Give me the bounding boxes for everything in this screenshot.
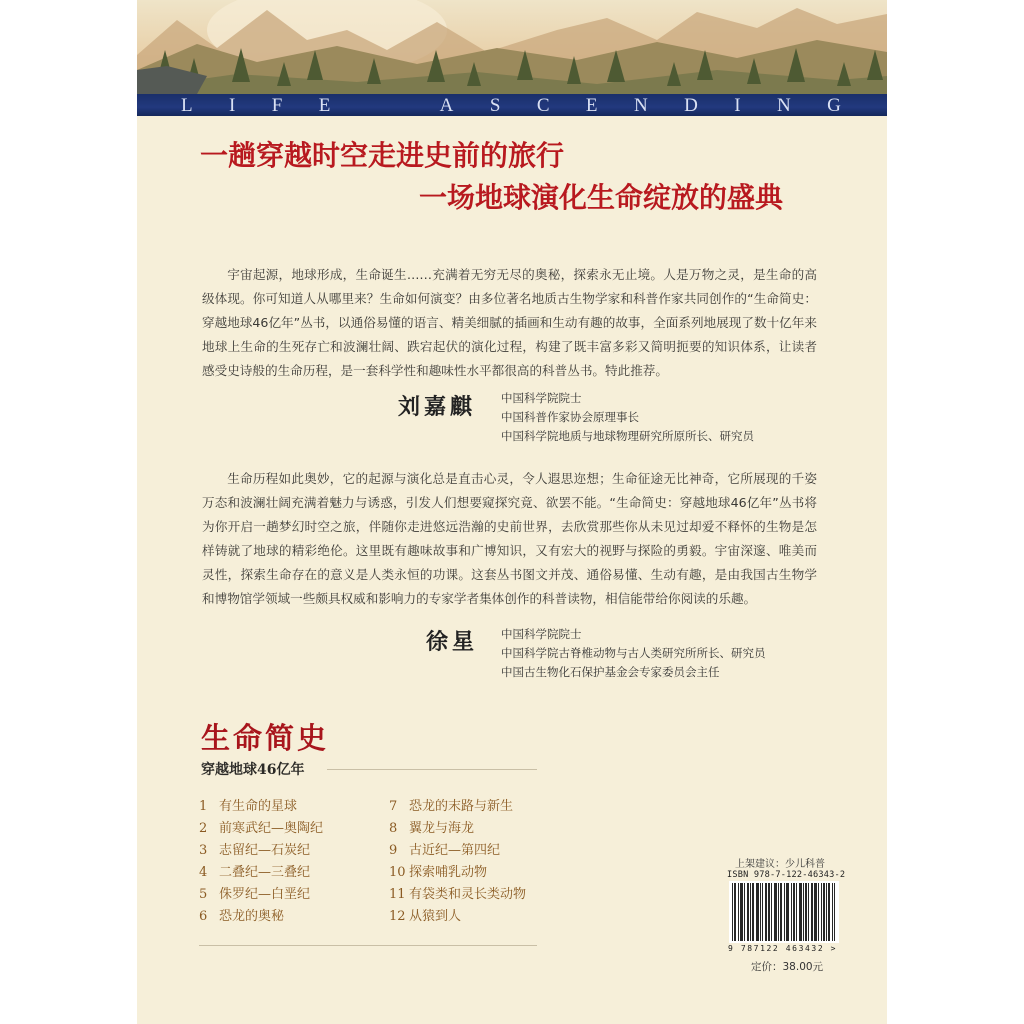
- endorsement-text-1: 宇宙起源，地球形成，生命诞生……充满着无穷无尽的奥秘，探索永无止境。人是万物之灵，是生命的高级体现。你可知道人从哪里来？生命如何演变？由多位著名地质古生物学家和科普作家共同创作的“生命简史：穿越地球46亿年”丛书，以通俗易懂的语言、精美细腻的插画和生动有趣的故事，全面系列地展现了数十亿年来地球上生命的生死存亡和波澜壮阔、跌宕起伏的演化过程，构建了既丰富多彩又简明扼要的知识体系，让读者感受史诗般的生命历程，是一套科学性和趣味性水平都很高的科普丛书。特此推荐。: [202, 267, 817, 378]
- series-title: 生命简史: [201, 721, 330, 755]
- list-item: [389, 817, 474, 836]
- volume-number: 4: [199, 865, 208, 880]
- endorsement-text-2: 生命历程如此奥妙，它的起源与演化总是直击心灵，令人遐思迩想；生命征途无比神奇，它所展现的千姿万态和波澜壮阔充满着魅力与诱惑，引发人们想要窥探究竟、欲罢不能。“生命简史：穿越地球46亿年”丛书将为你开启一趟梦幻时空之旅，伴随你走进悠远浩瀚的史前世界，去欣赏那些你从未见过却爱不释怀的生物是怎样铸就了地球的精彩绝伦。这里既有趣味故事和广博知识，又有宏大的视野与探险的勇毅。宇宙深邃、唯美而灵性，探索生命存在的意义是人类永恒的功课。这套丛书图文并茂、通俗易懂、生动有趣，是由我国古生物学和博物馆学领域一些颇具权威和影响力的专家学者集体创作的科普读物，相信能带给你阅读的乐趣。: [202, 471, 817, 606]
- mountain-forest-scene: [137, 0, 887, 94]
- list-item: [199, 795, 297, 814]
- endorser-title: 中国科学院院士: [501, 391, 582, 405]
- band-letter: A: [439, 95, 454, 116]
- volume-number: 9: [389, 843, 398, 858]
- band-letter: G: [827, 95, 841, 116]
- list-item: [199, 839, 310, 858]
- band-letter: F: [271, 95, 283, 116]
- volume-number: 11: [389, 887, 406, 902]
- band-letter: N: [777, 95, 791, 116]
- list-item: [389, 883, 526, 902]
- endorser-title: 中国科学院院士: [501, 627, 582, 641]
- life-ascending-banner: [181, 96, 841, 116]
- book-back-cover: [137, 0, 887, 1024]
- endorser-title: 中国科普作家协会原理事长: [501, 410, 639, 424]
- volume-number: 12: [389, 909, 406, 924]
- endorser-titles-2: [501, 625, 766, 682]
- volume-title: 有袋类和灵长类动物: [409, 887, 527, 902]
- shelf-suggestion: 上架建议：少儿科普: [735, 859, 825, 870]
- isbn-text: ISBN 978-7-122-46343-2: [727, 870, 846, 880]
- band-letter: I: [229, 95, 236, 116]
- toc-bottom-divider: [199, 945, 537, 946]
- list-item: [199, 905, 284, 924]
- volume-number: 2: [199, 821, 208, 836]
- volume-title: 志留纪—石炭纪: [219, 843, 311, 858]
- volume-title: 前寒武纪—奥陶纪: [219, 821, 324, 836]
- band-letter: C: [536, 95, 550, 116]
- volume-title: 恐龙的奥秘: [219, 909, 285, 924]
- band-letter: D: [684, 95, 698, 116]
- band-letter: I: [734, 95, 741, 116]
- volume-title: 恐龙的末路与新生: [409, 799, 514, 814]
- list-item: [389, 861, 487, 880]
- volume-number: 5: [199, 887, 208, 902]
- list-item: [389, 795, 513, 814]
- band-letter: L: [181, 95, 193, 116]
- volume-number: 8: [389, 821, 398, 836]
- volume-number: 7: [389, 799, 398, 814]
- volume-title: 二叠纪—三叠纪: [219, 865, 311, 880]
- volume-title: 有生命的星球: [219, 799, 298, 814]
- list-item: [389, 839, 500, 858]
- endorser-titles-1: [501, 389, 754, 446]
- volume-number: 3: [199, 843, 208, 858]
- band-letter: S: [489, 95, 501, 116]
- price-label: 定价：38.00元: [751, 961, 824, 973]
- endorser-name-1: 刘嘉麒: [398, 394, 477, 420]
- band-letter: N: [633, 95, 648, 116]
- volume-title: 从猿到人: [409, 909, 462, 924]
- endorser-title: 中国科学院地质与地球物理研究所原所长、研究员: [501, 429, 754, 443]
- series-subtitle: 穿越地球46亿年: [201, 762, 305, 778]
- volume-number: 6: [199, 909, 208, 924]
- endorser-name-2: 徐星: [426, 629, 479, 655]
- slogan-line-2: 一场地球演化生命绽放的盛典: [419, 181, 784, 214]
- endorser-title: 中国科学院古脊椎动物与古人类研究所所长、研究员: [501, 646, 766, 660]
- list-item: [199, 817, 323, 836]
- volume-number: 1: [199, 799, 208, 814]
- subtitle-divider: [327, 769, 537, 770]
- list-item: [389, 905, 461, 924]
- band-letter: E: [318, 95, 331, 116]
- barcode-digits: 9 787122 463432 >: [728, 944, 838, 953]
- landscape-illustration: [137, 0, 887, 94]
- slogan-line-1: 一趟穿越时空走进史前的旅行: [200, 139, 565, 172]
- list-item: [199, 861, 310, 880]
- volume-title: 侏罗纪—白垩纪: [219, 887, 311, 902]
- endorser-title: 中国古生物化石保护基金会专家委员会主任: [501, 665, 720, 679]
- list-item: [199, 883, 310, 902]
- volume-title: 翼龙与海龙: [409, 821, 475, 836]
- volume-title: 古近纪—第四纪: [409, 843, 501, 858]
- band-letter: E: [585, 95, 598, 116]
- barcode-image: [729, 881, 839, 943]
- volume-title: 探索哺乳动物: [409, 865, 488, 880]
- volume-number: 10: [389, 865, 406, 880]
